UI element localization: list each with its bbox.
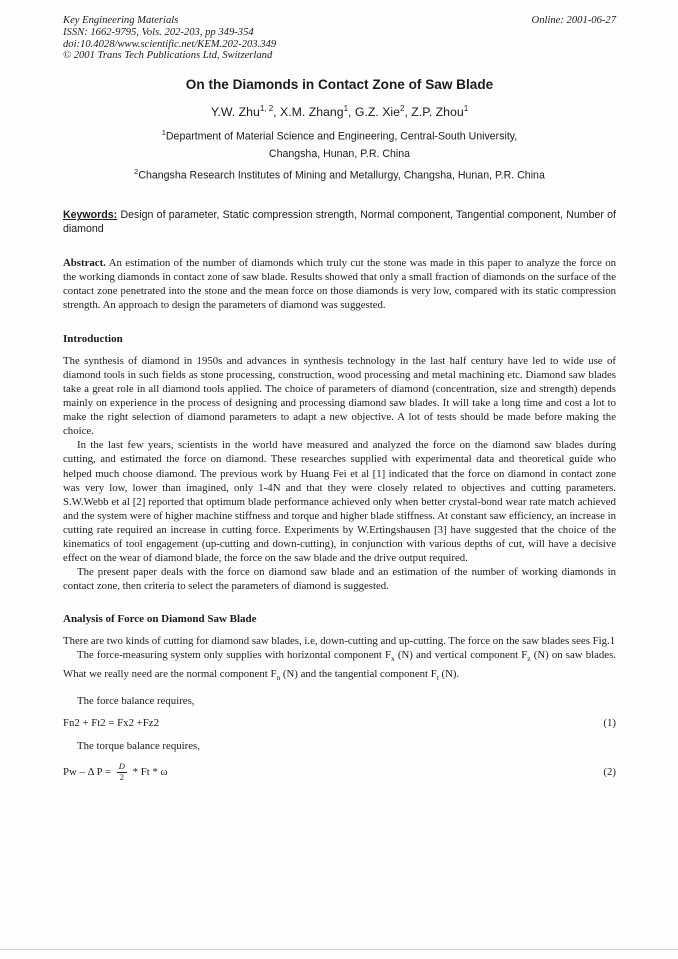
paragraph: The synthesis of diamond in 1950s and advances in synthesis technology in the last half century have led to wide use of diamond tools in such fields as stone processing, construction, wood processing and metal machining etc. Diamond saw blades take a great role in all diamond tools applied. The choice of parameters of diamond (concentration, size and strength) depends mainly on experience in the process of designing and processing diamond saw blades. It will take a long time and cost a lot to make the right selection of diamond parameters to adapt a new objective. A lot of tests should be made before making the choice. [63,354,616,438]
fraction [117,762,127,783]
affiliation-text: Department of Material Science and Engineering, Central-South University, [165,130,518,143]
online-date: Online: 2001-06-27 [531,15,616,26]
author-name: Z.P. Zhou [411,105,464,120]
author-affiliation-mark: 1 [463,104,469,114]
author-name: X.M. Zhang [280,105,344,120]
author-affiliation-mark: 2 [399,104,405,114]
subscript: z [527,654,531,664]
abstract-block [63,257,616,313]
equation-body [63,762,168,783]
section-heading-introduction: Introduction [63,332,123,345]
text-run: (N) on saw blades. What we really need are the normal component F [63,649,616,680]
subscript: x [391,654,395,664]
subscript: n [276,672,281,682]
author [211,105,280,119]
author-name: Y.W. Zhu [210,105,260,120]
author-affiliation-mark: 1 [343,104,349,114]
paper-title: On the Diamonds in Contact Zone of Saw Blade [185,77,494,93]
subscript: t [436,672,439,682]
paragraph: The torque balance requires, [77,740,200,753]
fraction-numerator: D [118,761,125,772]
affiliation-text: Changsha Research Institutes of Mining and Metallurgy, Changsha, Hunan, P.R. China [138,169,545,182]
author-name: G.Z. Xie [354,105,400,120]
author [411,105,468,119]
author-separator: , [404,105,412,120]
journal-copyright: © 2001 Trans Tech Publications Ltd, Switzerland [63,50,273,62]
author [355,105,411,119]
equation-number: (1) [603,717,616,730]
journal-issn: ISSN: 1662-9795, Vols. 202-203, pp 349-354 [63,26,254,38]
text-run: (N) and vertical component F [394,649,528,662]
paragraph-force-components [63,648,616,685]
affiliation-mark: 1 [161,128,166,138]
author-affiliation-mark: 1, 2 [259,104,274,114]
equation-body: Fn2 + Ft2 = Fx2 +Fz2 [63,717,159,730]
abstract-label: Abstract. [63,257,106,270]
journal-header-left [63,15,276,62]
authors-line [63,104,616,119]
paragraph: The present paper deals with the force on diamond saw blade and an estimation of the number of working diamonds in contact zone, then criteria to select the parameters of diamond is suggested. [63,566,616,593]
author [280,105,355,119]
fraction-denominator: 2 [119,771,124,782]
keywords-block [63,209,616,236]
equation-1 [63,717,616,729]
affiliation-text: Changsha, Hunan, P.R. China [268,147,411,160]
abstract-text: An estimation of the number of diamonds which truly cut the stone was made in this paper to analyze the force on the working diamonds in contact zone of saw blade. Results showed that only a small fraction of diamonds on the surface of the contact zone penetrated into the stone and the mean force on those diamonds is very low, compared with its static compression strength. An approach to design the parameters of diamond was suggested. [63,257,617,311]
text-run: (N). [438,667,460,680]
author-separator: , [273,105,281,120]
affiliation-line [63,124,616,146]
affiliations-block [63,124,616,184]
equation-2 [63,762,616,783]
text-run: The force-measuring system only supplies with horizontal component F [77,649,392,662]
equation-lhs: Pw – Δ P = [63,765,112,778]
paragraph: In the last few years, scientists in the world have measured and analyzed the force on the diamond saw blades during cutting, and estimated the force on diamond. These researches supplied with experimental data and theoretical guide who helped much choose diamond. The previous work by Huang Fei et al [1] indicated that the force on diamond in contact zone was very low, lower than imagined, only 1-4N and that they were closely related to objectives and cutting parameters. S.W.Webb et al [2] reported that optimum blade performance achieved only when better crystal-bond wear rate match achieved and the system were of higher machine stiffness and torque and higher blade stiffness. At constant saw efficiency, an increase in cutting rate required an increase in cutting force. Experiments by W.Ertingshausen [3] have suggested that the choice of the kinematics of tool engagement (up-cutting and down-cutting), in conjunction with various depths of cut, will have a decisive effect on the wear of diamond blade, the force on the saw blade and the drive output required. [63,439,616,565]
keywords-label: Keywords: [63,209,118,222]
section-heading-analysis: Analysis of Force on Diamond Saw Blade [63,613,257,626]
equation-rhs: * Ft * ω [132,765,168,778]
paragraph: The force balance requires, [77,694,195,707]
text-run: (N) and the tangential component F [280,667,437,680]
affiliation-mark: 2 [134,166,139,176]
paragraph: There are two kinds of cutting for diamond saw blades, i.e, down-cutting and up-cutting. The force on the saw blades sees Fig.1 [63,635,616,648]
journal-name: Key Engineering Materials [63,15,179,26]
affiliation-line [63,146,616,163]
equation-number: (2) [603,766,616,779]
affiliation-line [63,163,616,185]
journal-doi: doi:10.4028/www.scientific.net/KEM.202-203.349 [63,38,277,50]
journal-header [63,15,616,62]
author-separator: , [348,105,355,120]
keywords-text: Design of parameter, Static compression strength, Normal component, Tangential component, Number of diamond [63,209,616,235]
page-bottom-edge [0,949,678,950]
